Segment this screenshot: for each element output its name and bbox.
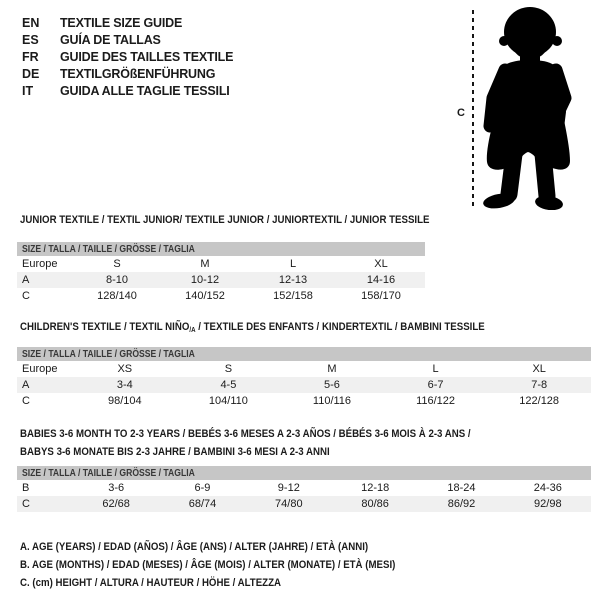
- language-code: DE: [22, 67, 40, 81]
- value-cell: S: [224, 363, 233, 375]
- footnote-age-months: B. AGE (MONTHS) / EDAD (MESES) / ÂGE (MOIS) / ALTER (MONATE) / ETÀ (MESI): [20, 559, 396, 571]
- value-cell: 110/116: [312, 395, 352, 407]
- toddler-silhouette-icon: [478, 4, 574, 210]
- value-cell: 128/140: [97, 290, 137, 302]
- table-row: [17, 393, 591, 409]
- language-row: [22, 49, 233, 66]
- value-cell: M: [327, 363, 337, 375]
- value-cell: XL: [532, 363, 546, 375]
- measure-label-c: C: [457, 107, 465, 119]
- row-label-cell: C: [22, 290, 30, 302]
- value-cell: 10-12: [190, 274, 220, 286]
- value-cell: 104/110: [208, 395, 248, 407]
- language-title-block: [22, 15, 233, 100]
- value-cell: 152/158: [273, 290, 313, 302]
- value-cell: 74/80: [275, 498, 303, 510]
- row-label-cell: Europe: [22, 258, 58, 270]
- height-measure-figure: [450, 4, 598, 210]
- language-code: IT: [22, 84, 34, 98]
- value-cell: 68/74: [188, 498, 217, 510]
- language-title: GUIDA ALLE TAGLIE TESSILI: [60, 84, 230, 98]
- value-cell: 8-10: [105, 274, 129, 286]
- language-title: TEXTILGRÖßENFÜHRUNG: [60, 67, 216, 81]
- language-title: TEXTILE SIZE GUIDE: [60, 16, 183, 30]
- value-cell: M: [200, 258, 210, 270]
- babies-size-table: [17, 466, 591, 512]
- value-cell: 12-18: [361, 482, 390, 494]
- row-label-cell: A: [22, 379, 30, 391]
- value-cell: XS: [117, 363, 133, 375]
- language-code: ES: [22, 33, 39, 47]
- babies-title-line2: BABYS 3-6 MONATE BIS 2-3 JAHRE / BAMBINI 3-6 MESI A 2-3 ANNI: [20, 446, 330, 458]
- footnotes: [20, 538, 447, 592]
- language-row: [22, 32, 233, 49]
- row-label-cell: C: [22, 498, 30, 510]
- babies-title-line1: BABIES 3-6 MONTH TO 2-3 YEARS / BEBÉS 3-6 MESES A 2-3 AÑOS / BÉBÉS 3-6 MOIS À 2-3 ANS /: [20, 428, 471, 440]
- babies-table-header: [17, 466, 591, 480]
- babies-section-title: [20, 425, 471, 461]
- footnote-height: C. (cm) HEIGHT / ALTURA / HAUTEUR / HÖHE / ALTEZZA: [20, 577, 282, 589]
- table-row: [17, 288, 425, 304]
- table-row: [17, 361, 591, 377]
- value-cell: 14-16: [366, 274, 396, 286]
- children-title-pre: CHILDREN'S TEXTILE / TEXTIL NIÑO: [20, 321, 190, 333]
- babies-table-body: [17, 480, 591, 512]
- value-cell: 116/122: [416, 395, 456, 407]
- children-table-header-text: SIZE / TALLA / TAILLE / GRÖSSE / TAGLIA: [22, 348, 195, 360]
- children-title-post: / TEXTILE DES ENFANTS / KINDERTEXTIL / BAMBINI TESSILE: [195, 321, 485, 333]
- babies-table-header-text: SIZE / TALLA / TAILLE / GRÖSSE / TAGLIA: [22, 467, 195, 479]
- value-cell: 158/170: [361, 290, 401, 302]
- table-row: [17, 480, 591, 496]
- value-cell: 6-9: [194, 482, 211, 494]
- children-section-title: [20, 321, 485, 334]
- language-code: FR: [22, 50, 39, 64]
- table-row: [17, 272, 425, 288]
- value-cell: 7-8: [531, 379, 548, 391]
- value-cell: 24-36: [533, 482, 562, 494]
- value-cell: 98/104: [107, 395, 142, 407]
- junior-table-header: [17, 242, 425, 256]
- value-cell: 5-6: [324, 379, 340, 391]
- row-label-cell: B: [22, 482, 30, 494]
- table-row: [17, 377, 591, 393]
- value-cell: 140/152: [185, 290, 225, 302]
- row-label-cell: C: [22, 395, 30, 407]
- value-cell: 86/92: [447, 498, 476, 510]
- value-cell: 12-13: [278, 274, 308, 286]
- row-label-cell: A: [22, 274, 30, 286]
- language-title: GUIDE DES TAILLES TEXTILE: [60, 50, 234, 64]
- junior-table-header-text: SIZE / TALLA / TAILLE / GRÖSSE / TAGLIA: [22, 243, 195, 255]
- footnote-age-years: A. AGE (YEARS) / EDAD (AÑOS) / ÂGE (ANS) / ALTER (JAHRE) / ETÀ (ANNI): [20, 541, 369, 553]
- children-table-body: [17, 361, 591, 409]
- value-cell: 18-24: [447, 482, 476, 494]
- table-row: [17, 496, 591, 512]
- value-cell: XL: [374, 258, 388, 270]
- language-row: [22, 15, 233, 32]
- value-cell: 62/68: [102, 498, 130, 510]
- value-cell: L: [432, 363, 439, 375]
- table-row: [17, 256, 425, 272]
- value-cell: 80/86: [361, 498, 389, 510]
- junior-section-title: JUNIOR TEXTILE / TEXTIL JUNIOR/ TEXTILE JUNIOR / JUNIORTEXTIL / JUNIOR TESSILE: [20, 214, 430, 226]
- junior-size-table: [17, 242, 425, 304]
- value-cell: 122/128: [519, 395, 560, 407]
- value-cell: 3-4: [116, 379, 133, 391]
- language-row: [22, 66, 233, 83]
- value-cell: 92/98: [534, 498, 562, 510]
- value-cell: 9-12: [277, 482, 300, 494]
- children-size-table: [17, 347, 591, 409]
- value-cell: 3-6: [108, 482, 125, 494]
- junior-table-body: [17, 256, 425, 304]
- value-cell: 4-5: [220, 379, 237, 391]
- value-cell: L: [289, 258, 297, 270]
- language-row: [22, 83, 233, 100]
- value-cell: 6-7: [427, 379, 444, 391]
- language-title: GUÍA DE TALLAS: [60, 33, 161, 47]
- row-label-cell: Europe: [22, 363, 58, 375]
- children-title-sub: /A: [189, 327, 196, 334]
- value-cell: S: [113, 258, 121, 270]
- children-table-header: [17, 347, 591, 361]
- language-code: EN: [22, 16, 40, 30]
- height-dashed-line: [472, 10, 474, 209]
